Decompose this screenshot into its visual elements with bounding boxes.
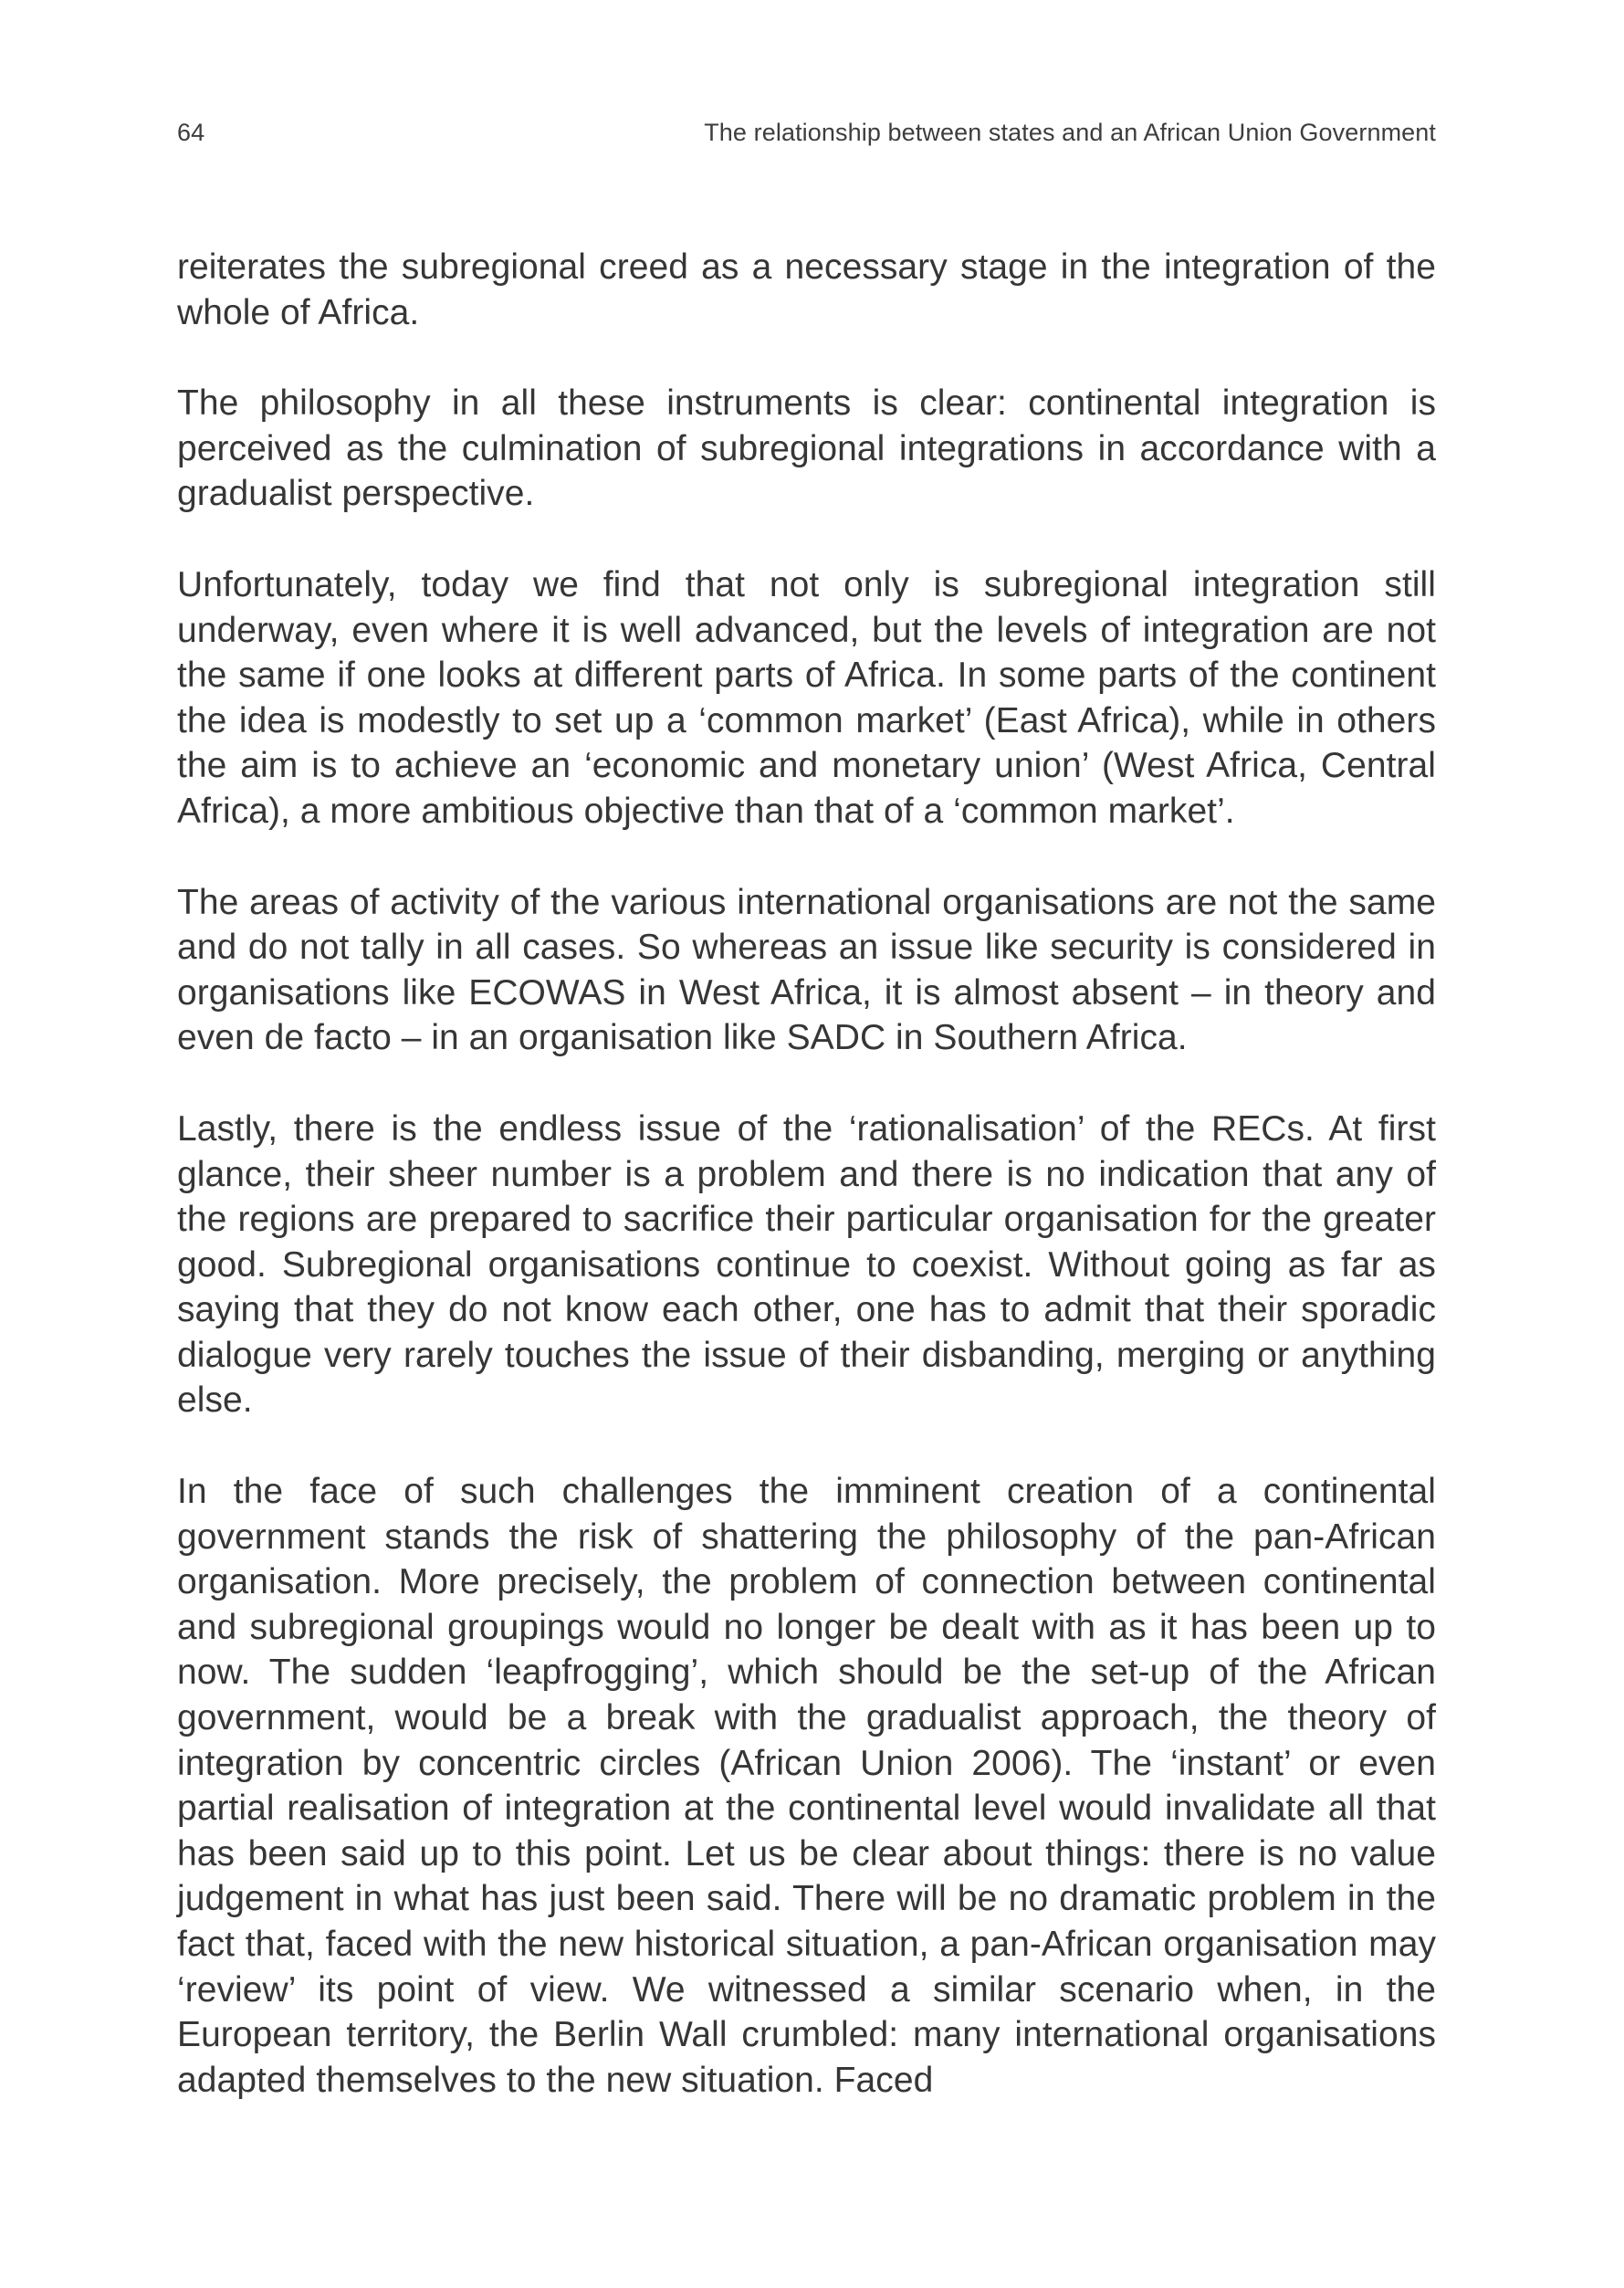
paragraph-5: Lastly, there is the endless issue of the ‘rationalisation’ of the RECs. At first glance, their sheer number is a problem and there is no indication that any of the regions are prepared to sacrifice their particular organisation for the greater good. Subregional organisations continue to coexist. Without going as far as saying that they do not know each other, one has to admit that their sporadic dialogue very rarely touches the issue of their disbanding, merging or anything else.: [177, 1108, 1436, 1421]
paragraph-3: Unfortunately, today we find that not only is subregional integration still underway, even where it is well advanced, but the levels of integration are not the same if one looks at different parts of Africa. In some parts of the continent the idea is modestly to set up a ‘common market’ (East Africa), while in others the aim is to achieve an ‘economic and monetary union’ (West Africa, Central Africa), a more ambitious objective than that of a ‘common market’.: [177, 564, 1436, 831]
page-number: 64: [177, 119, 205, 146]
paragraph-2: The philosophy in all these instruments is clear: continental integration is perceived as the culmination of subregional integrations in accordance with a gradualist perspective.: [177, 383, 1436, 514]
paragraph-1: reiterates the subregional creed as a necessary stage in the integration of the whole of Africa.: [177, 247, 1436, 332]
paragraph-4: The areas of activity of the various international organisations are not the same and do not tally in all cases. So whereas an issue like security is considered in organisations like ECOWAS in West Africa, it is almost absent – in theory and even de facto – in an organisation like SADC in Southern Africa.: [177, 882, 1436, 1058]
running-header: [177, 119, 1436, 155]
running-title: The relationship between states and an African Union Government: [704, 119, 1436, 146]
body-text: [177, 245, 1436, 2103]
paragraph-6: In the face of such challenges the imminent creation of a continental government stands the risk of shattering the philosophy of the pan-African organisation. More precisely, the problem of connection between continental and subregional groupings would no longer be dealt with as it has been up to now. The sudden ‘leapfrogging’, which should be the set-up of the African government, would be a break with the gradualist approach, the theory of integration by concentric circles (African Union 2006). The ‘instant’ or even partial realisation of integration at the continental level would invalidate all that has been said up to this point. Let us be clear about things: there is no value judgement in what has just been said. There will be no dramatic problem in the fact that, faced with the new historical situation, a pan-African organisation may ‘review’ its point of view. We witnessed a similar scenario when, in the European territory, the Berlin Wall crumbled: many international organisations adapted themselves to the new situation. Faced: [177, 1472, 1436, 2100]
